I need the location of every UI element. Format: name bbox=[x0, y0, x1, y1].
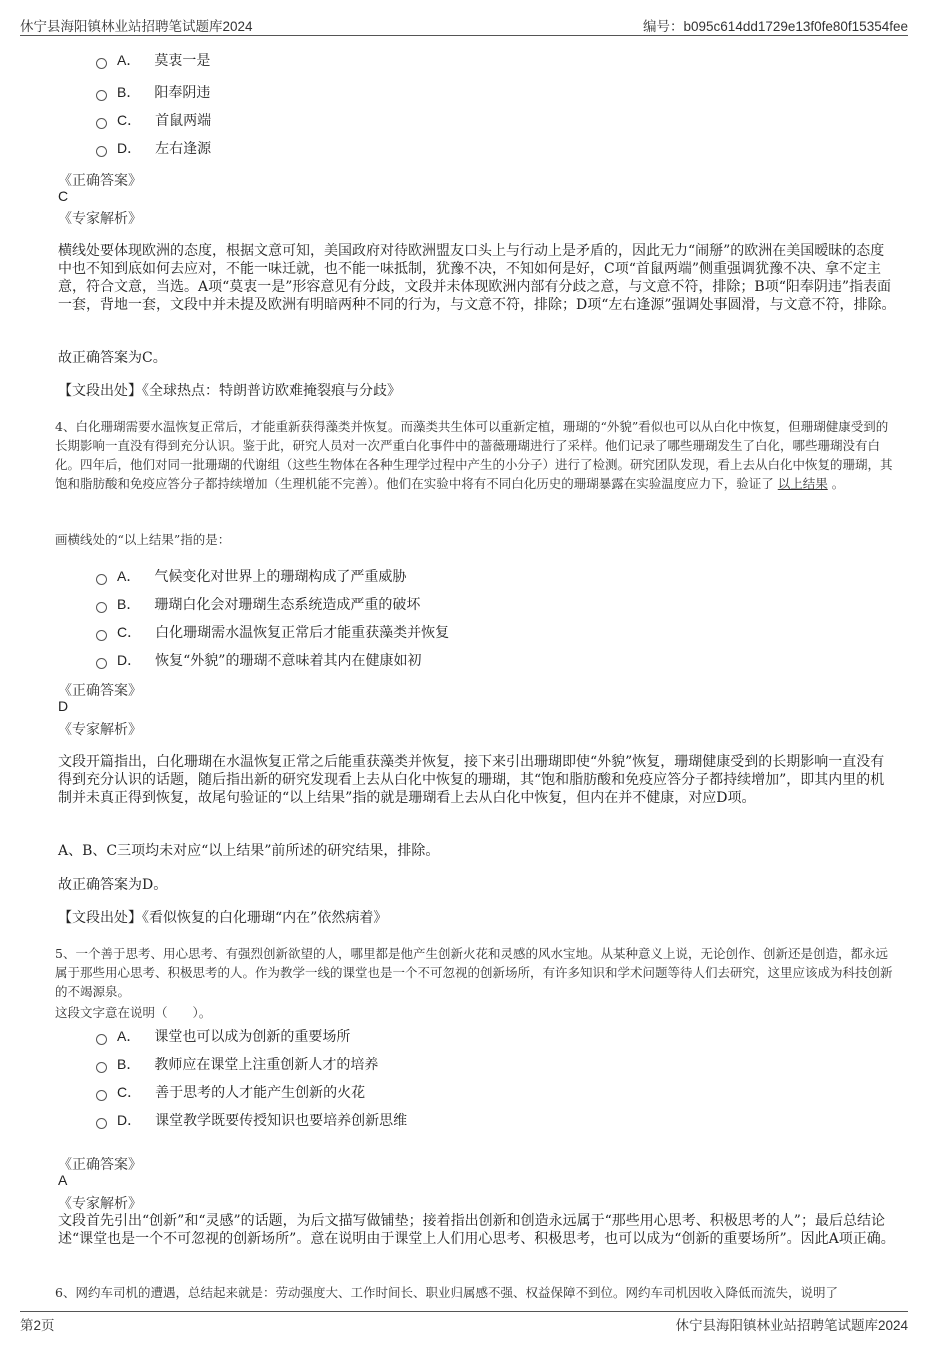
q5-stem: 5、一个善于思考、用心思考、有强烈创新欲望的人，哪里都是他产生创新火花和灵感的风水宝地。从某种意义上说，无论创作、创新还是创造，都永远属于那些用心思考、积极思考的人。作为教学一线的课堂也是一个不可忽视的创新场所，有许多知识和学术问题等待人们去研究，这里应该成为科技创新的不竭源泉。 bbox=[55, 946, 893, 999]
header-doc-id: 编号：b095c614dd1729e13f0fe80f15354fee bbox=[643, 19, 908, 34]
q4-stem-end: 。 bbox=[827, 476, 845, 491]
q3-option-d[interactable] bbox=[96, 137, 211, 159]
q5-option-c[interactable] bbox=[96, 1081, 365, 1103]
q3-correct-answer-label: 《正确答案》 bbox=[58, 173, 142, 189]
option-key: B． bbox=[117, 1056, 141, 1072]
footer-page-number: 第2页 bbox=[20, 1318, 55, 1333]
q3-source: 【文段出处】《全球热点：特朗普访欧难掩裂痕与分歧》 bbox=[58, 383, 401, 399]
q3-option-c[interactable] bbox=[96, 109, 211, 131]
option-key: C． bbox=[117, 112, 142, 128]
option-text: 白化珊瑚需水温恢复正常后才能重获藻类并恢复 bbox=[155, 625, 450, 641]
q4-option-b[interactable] bbox=[96, 593, 420, 615]
radio-icon[interactable] bbox=[96, 58, 107, 69]
option-key: B． bbox=[117, 596, 141, 612]
q4-option-a[interactable] bbox=[96, 565, 406, 587]
q4-stem-text: 4、白化珊瑚需要水温恢复正常后，才能重新获得藻类并恢复。而藻类共生体可以重新定植，珊瑚的“外貌”看似也可以从白化中恢复，但珊瑚健康受到的长期影响一直没有得到充分认识。鉴于此，研究人员对一次严重白化事件中的蔷薇珊瑚进行了采样。他们记录了哪些珊瑚发生了白化，哪些珊瑚没有白化。四年后，他们对同一批珊瑚的代谢组（这些生物体在各种生理学过程中产生的小分子）进行了检测。研究团队发现，看上去从白化中恢复的珊瑚，其饱和脂肪酸和免疫应答分子都持续增加（生理机能不完善）。他们在实验中将有不同白化历史的珊瑚暴露在实验温度应力下，验证了 bbox=[55, 419, 893, 491]
q5-option-b[interactable] bbox=[96, 1053, 378, 1075]
option-key: D． bbox=[117, 652, 142, 668]
option-text: 课堂教学既要传授知识也要培养创新思维 bbox=[155, 1113, 408, 1129]
q3-expert-analysis-label: 《专家解析》 bbox=[58, 211, 142, 227]
q3-option-a[interactable] bbox=[96, 49, 210, 71]
q4-stem bbox=[55, 417, 897, 493]
radio-icon[interactable] bbox=[96, 1118, 107, 1129]
q3-option-b[interactable] bbox=[96, 81, 210, 103]
option-key: A． bbox=[117, 1028, 141, 1044]
radio-icon[interactable] bbox=[96, 630, 107, 641]
q5-option-d[interactable] bbox=[96, 1109, 407, 1131]
q5-answer: A bbox=[58, 1172, 68, 1188]
option-text: 课堂也可以成为创新的重要场所 bbox=[154, 1029, 351, 1045]
q5-option-a[interactable] bbox=[96, 1025, 350, 1047]
q4-question: 画横线处的“以上结果”指的是： bbox=[55, 532, 231, 547]
option-key: C． bbox=[117, 1084, 142, 1100]
option-text: 恢复“外貌”的珊瑚不意味着其内在健康如初 bbox=[155, 653, 422, 669]
option-key: D． bbox=[117, 1112, 142, 1128]
footer-divider bbox=[20, 1311, 908, 1312]
radio-icon[interactable] bbox=[96, 1062, 107, 1073]
q5-analysis: 文段首先引出“创新”和“灵感”的话题，为后文描写做铺垫；接着指出创新和创造永远属于“那些用心思考、积极思考的人”；最后总结论述“课堂也是一个不可忽视的创新场所”。意在说明由于课堂上人们用心思考、积极思考，也可以成为“创新的重要场所”。因此A项正确。 bbox=[58, 1213, 895, 1247]
option-text: 珊瑚白化会对珊瑚生态系统造成严重的破坏 bbox=[154, 597, 421, 613]
radio-icon[interactable] bbox=[96, 146, 107, 157]
q4-expert-analysis-label: 《专家解析》 bbox=[58, 722, 142, 738]
radio-icon[interactable] bbox=[96, 118, 107, 129]
q4-stem-underlined: 以上结果 bbox=[777, 476, 828, 491]
q4-option-d[interactable] bbox=[96, 649, 421, 671]
q4-analysis: 文段开篇指出，白化珊瑚在水温恢复正常之后能重获藻类并恢复，接下来引出珊瑚即使“外貌”恢复，珊瑚健康受到的长期影响一直没有得到充分认识的话题，随后指出新的研究发现看上去从白化中恢复的珊瑚，其“饱和脂肪酸和免疫应答分子都持续增加”，即其内里的机制并未真正得到恢复，故尾句验证的“以上结果”指的就是珊瑚看上去从白化中恢复，但内在并不健康，对应D项。 bbox=[58, 754, 885, 806]
option-key: B． bbox=[117, 84, 141, 100]
q4-analysis-2: A、B、C三项均未对应“以上结果”前所述的研究结果，排除。 bbox=[58, 843, 440, 859]
q4-option-c[interactable] bbox=[96, 621, 449, 643]
q3-analysis: 横线处要体现欧洲的态度，根据文意可知，美国政府对待欧洲盟友口头上与行动上是矛盾的，因此无力“闹掰”的欧洲在美国暧昧的态度中也不知到底如何去应对，不能一味迁就，也不能一味抵制，犹豫不决，不知如何是好，C项“首鼠两端”侧重强调犹豫不决、拿不定主意，符合文意，当选。A项“莫衷一是”形容意见有分歧，文段并未体现欧洲内部有分歧之意，与文意不符，排除；B项“阳奉阴违”指表面一套，背地一套，文段中并未提及欧洲有明暗两种不同的行为，与文意不符，排除；D项“左右逢源”强调处事圆滑，与文意不符，排除。 bbox=[58, 243, 896, 313]
header-title: 休宁县海阳镇林业站招聘笔试题库2024 bbox=[20, 19, 253, 34]
radio-icon[interactable] bbox=[96, 658, 107, 669]
option-key: D． bbox=[117, 140, 142, 156]
header-divider bbox=[20, 35, 908, 36]
q4-correct-answer-label: 《正确答案》 bbox=[58, 683, 142, 699]
q5-expert-analysis-label: 《专家解析》 bbox=[58, 1196, 142, 1212]
option-key: A． bbox=[117, 568, 141, 584]
option-key: A． bbox=[117, 52, 141, 68]
radio-icon[interactable] bbox=[96, 602, 107, 613]
radio-icon[interactable] bbox=[96, 574, 107, 585]
option-text: 莫衷一是 bbox=[154, 53, 211, 69]
q3-answer: C bbox=[58, 188, 69, 204]
q4-answer: D bbox=[58, 698, 69, 714]
q3-conclusion: 故正确答案为C。 bbox=[58, 350, 167, 366]
option-text: 左右逢源 bbox=[155, 141, 212, 157]
radio-icon[interactable] bbox=[96, 90, 107, 101]
radio-icon[interactable] bbox=[96, 1090, 107, 1101]
footer-title: 休宁县海阳镇林业站招聘笔试题库2024 bbox=[675, 1318, 908, 1333]
option-text: 气候变化对世界上的珊瑚构成了严重威胁 bbox=[154, 569, 407, 585]
q6-stem: 6、网约车司机的遭遇，总结起来就是：劳动强度大、工作时间长、职业归属感不强、权益保障不到位。网约车司机因收入降低而流失，说明了 bbox=[55, 1285, 838, 1300]
option-text: 首鼠两端 bbox=[155, 113, 212, 129]
option-text: 教师应在课堂上注重创新人才的培养 bbox=[154, 1057, 379, 1073]
option-text: 善于思考的人才能产生创新的火花 bbox=[155, 1085, 366, 1101]
q4-source: 【文段出处】《看似恢复的白化珊瑚“内在”依然病着》 bbox=[58, 910, 388, 926]
option-key: C． bbox=[117, 624, 142, 640]
page-footer bbox=[20, 1314, 908, 1334]
option-text: 阳奉阴违 bbox=[154, 85, 211, 101]
radio-icon[interactable] bbox=[96, 1034, 107, 1045]
q5-question: 这段文字意在说明（ ）。 bbox=[55, 1005, 212, 1020]
q5-correct-answer-label: 《正确答案》 bbox=[58, 1157, 142, 1173]
q4-conclusion: 故正确答案为D。 bbox=[58, 877, 168, 893]
page-header bbox=[20, 12, 908, 32]
